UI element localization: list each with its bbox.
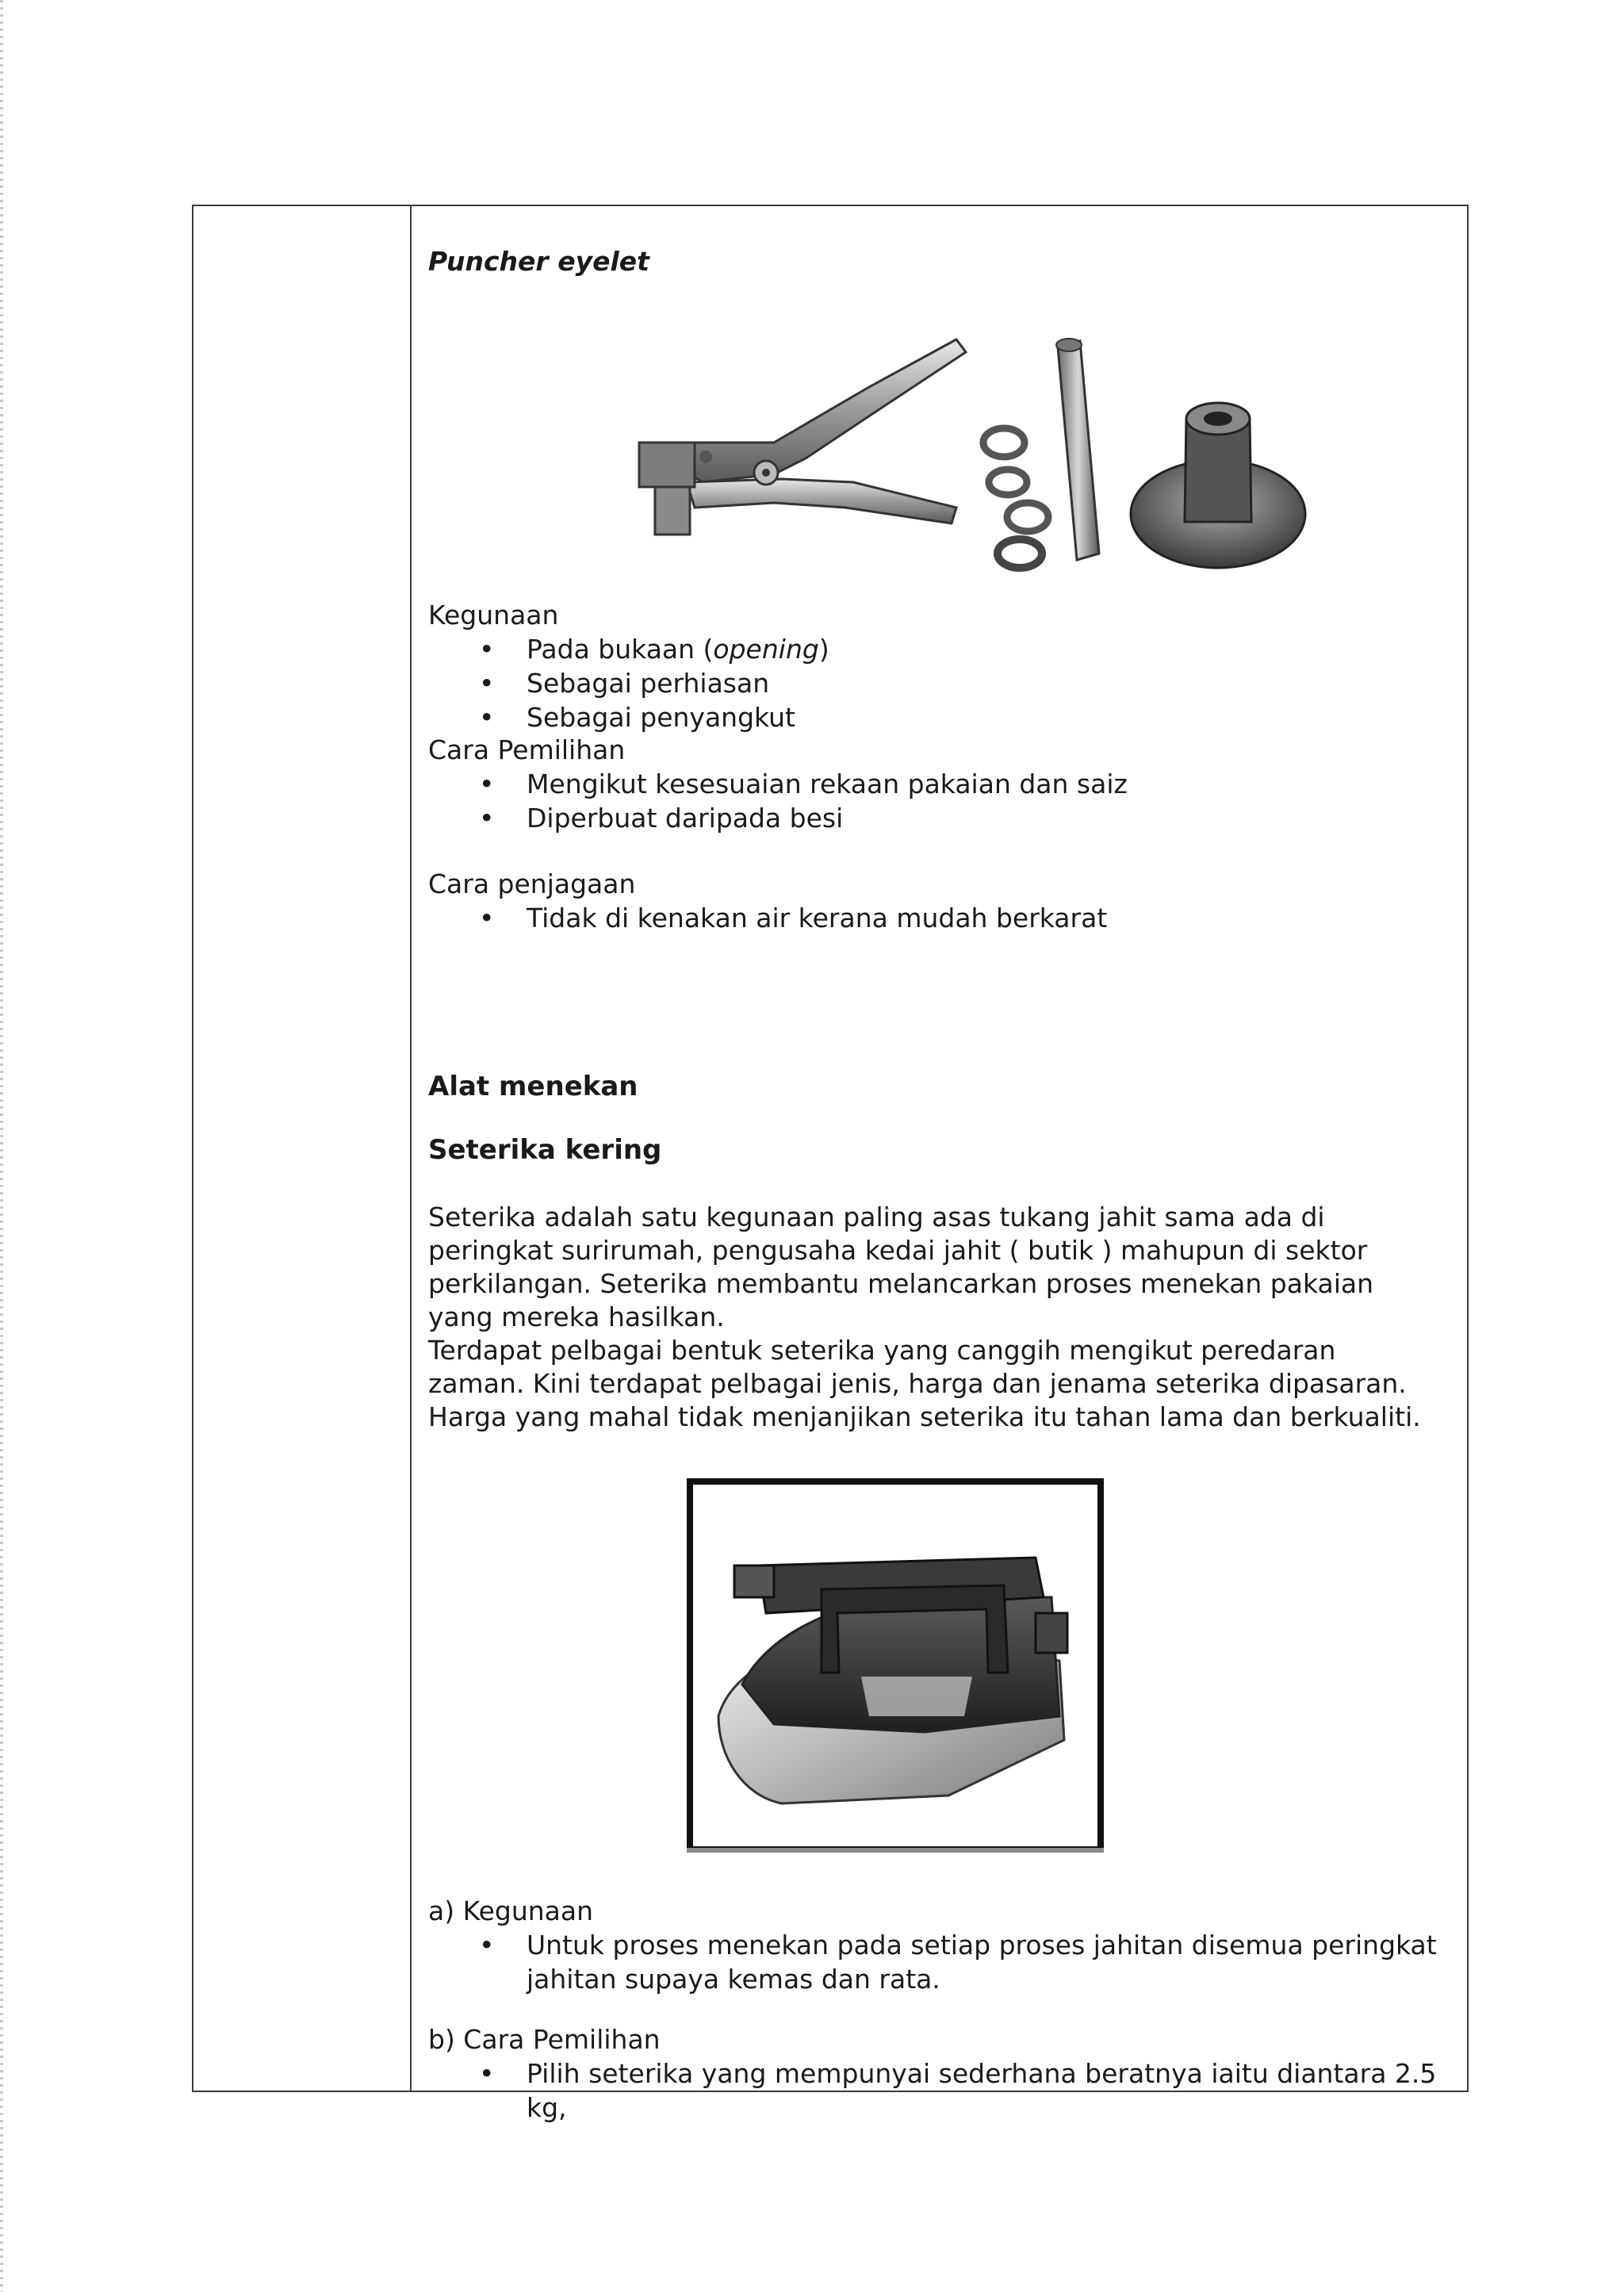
- puncher-penjagaan-label: Cara penjagaan: [428, 868, 636, 899]
- iron-kegunaan-list: [428, 1928, 1446, 1996]
- dry-iron-image: [687, 1478, 1104, 1853]
- list-item: • Tidak di kenakan air kerana mudah berkarat: [428, 901, 1107, 935]
- paragraph-line: perkilangan. Seterika membantu melancarkan proses menekan pakaian: [428, 1268, 1374, 1299]
- table-content-column: [428, 206, 1451, 2123]
- list-item: • Untuk proses menekan pada setiap proses jahitan disemua peringkat jahitan supaya kemas dan rata.: [428, 1928, 1446, 1996]
- list-item: • Pada bukaan (opening): [428, 632, 829, 666]
- paragraph-line: Terdapat pelbagai bentuk seterika yang canggih mengikut peredaran: [428, 1335, 1336, 1366]
- paragraph-line: zaman. Kini terdapat pelbagai jenis, harga dan jenama seterika dipasaran.: [428, 1368, 1407, 1399]
- puncher-pemilihan-label: Cara Pemilihan: [428, 734, 626, 765]
- puncher-penjagaan-list: [428, 901, 1107, 935]
- list-item: • Diperbuat daripada besi: [428, 801, 1128, 835]
- list-item: • Sebagai perhiasan: [428, 666, 829, 700]
- puncher-eyelet-image: [607, 324, 1313, 577]
- section-subheading: Seterika kering: [428, 1134, 662, 1166]
- iron-kegunaan-label: a) Kegunaan: [428, 1895, 594, 1926]
- puncher-kegunaan-label: Kegunaan: [428, 600, 559, 630]
- paragraph-line: Harga yang mahal tidak menjanjikan seterika itu tahan lama dan berkualiti.: [428, 1401, 1421, 1432]
- iron-paragraph: [428, 1201, 1451, 1434]
- list-item: • Sebagai penyangkut: [428, 700, 829, 734]
- scan-edge: [0, 0, 3, 2292]
- paragraph-line: yang mereka hasilkan.: [428, 1301, 725, 1332]
- eyelet-rings-icon: [983, 428, 1048, 568]
- puncher-pemilihan-list: [428, 767, 1128, 835]
- punch-rod-icon: [1056, 339, 1099, 560]
- section-heading: Alat menekan: [428, 1071, 638, 1102]
- list-item: • Pilih seterika yang mempunyai sederhana beratnya iaitu diantara 2.5 kg,: [428, 2056, 1446, 2125]
- puncher-title: Puncher eyelet: [428, 246, 649, 277]
- puncher-kegunaan-list: [428, 632, 829, 734]
- paragraph-line: Seterika adalah satu kegunaan paling asas tukang jahit sama ada di: [428, 1202, 1325, 1232]
- setting-base-icon: [1131, 403, 1305, 568]
- list-item: • Mengikut kesesuaian rekaan pakaian dan saiz: [428, 767, 1128, 801]
- paragraph-line: peringkat surirumah, pengusaha kedai jahit ( butik ) mahupun di sektor: [428, 1235, 1368, 1266]
- table-left-column: [193, 206, 412, 2091]
- iron-pemilihan-list: [428, 2056, 1446, 2125]
- iron-pemilihan-label: b) Cara Pemilihan: [428, 2024, 661, 2055]
- pliers-icon: [639, 339, 966, 535]
- document-table: [192, 205, 1469, 2123]
